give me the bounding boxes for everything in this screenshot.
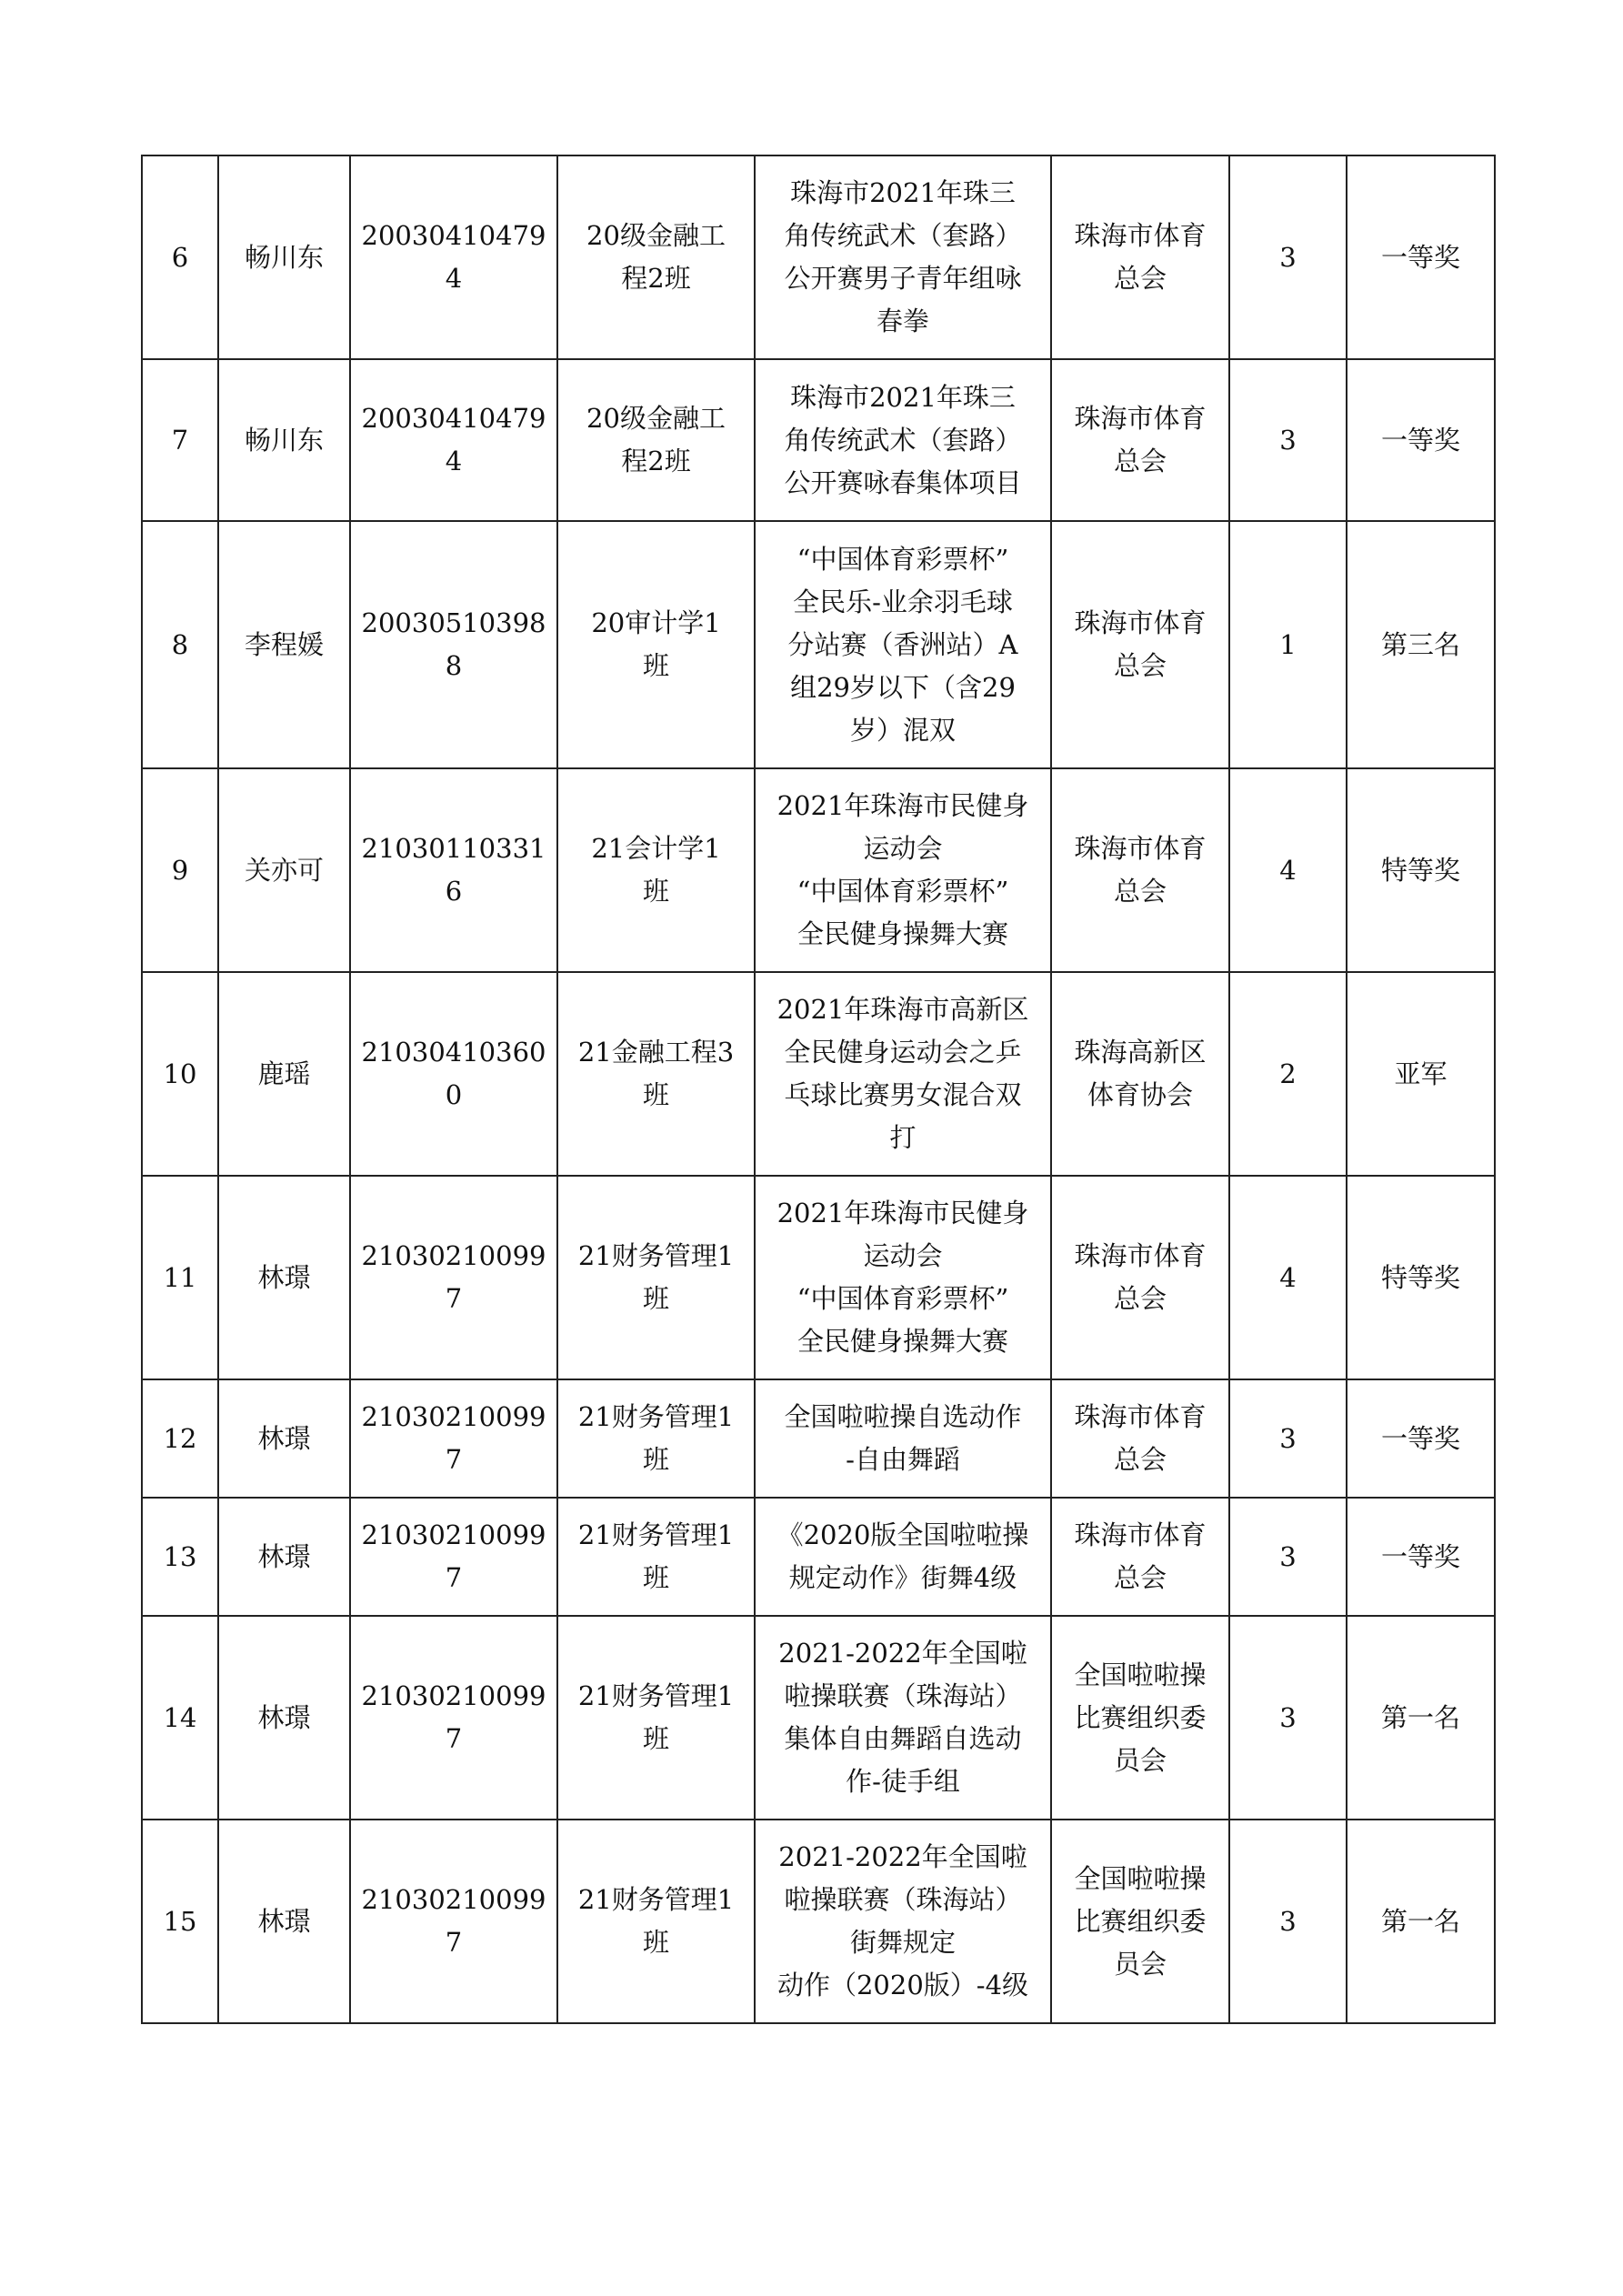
table-row (142, 1176, 1495, 1379)
participant-count: 3 (1229, 1820, 1347, 2023)
competition-name: 珠海市2021年珠三 角传统武术（套路） 公开赛男子青年组咏 春拳 (755, 155, 1051, 359)
student-id: 210302100997 (350, 1176, 557, 1379)
student-id: 210302100997 (350, 1379, 557, 1498)
class-name: 21财务管理1 班 (557, 1498, 755, 1616)
student-id: 210302100997 (350, 1616, 557, 1820)
award-level: 一等奖 (1347, 155, 1495, 359)
competition-name: 全国啦啦操自选动作 -自由舞蹈 (755, 1379, 1051, 1498)
award-level: 第一名 (1347, 1820, 1495, 2023)
student-name: 林璟 (218, 1379, 350, 1498)
table-row (142, 155, 1495, 359)
participant-count: 3 (1229, 155, 1347, 359)
organizer: 全国啦啦操 比赛组织委 员会 (1051, 1616, 1229, 1820)
competition-name: 2021年珠海市民健身 运动会 “中国体育彩票杯” 全民健身操舞大赛 (755, 1176, 1051, 1379)
competition-name: 2021-2022年全国啦 啦操联赛（珠海站） 集体自由舞蹈自选动 作-徒手组 (755, 1616, 1051, 1820)
organizer: 珠海市体育 总会 (1051, 1498, 1229, 1616)
row-number: 9 (142, 768, 218, 972)
class-name: 21金融工程3 班 (557, 972, 755, 1176)
row-number: 14 (142, 1616, 218, 1820)
award-level: 一等奖 (1347, 1379, 1495, 1498)
row-number: 7 (142, 359, 218, 521)
organizer: 珠海市体育 总会 (1051, 359, 1229, 521)
organizer: 珠海市体育 总会 (1051, 155, 1229, 359)
table-row (142, 521, 1495, 768)
class-name: 21财务管理1 班 (557, 1176, 755, 1379)
table-row (142, 1820, 1495, 2023)
awards-table (141, 155, 1496, 2024)
student-name: 林璟 (218, 1616, 350, 1820)
table-row (142, 1616, 1495, 1820)
row-number: 6 (142, 155, 218, 359)
student-id: 210304103600 (350, 972, 557, 1176)
competition-name: 《2020版全国啦啦操 规定动作》街舞4级 (755, 1498, 1051, 1616)
organizer: 珠海高新区 体育协会 (1051, 972, 1229, 1176)
award-level: 特等奖 (1347, 768, 1495, 972)
competition-name: 2021年珠海市高新区 全民健身运动会之乒 乓球比赛男女混合双 打 (755, 972, 1051, 1176)
class-name: 20级金融工 程2班 (557, 155, 755, 359)
student-name: 鹿瑶 (218, 972, 350, 1176)
award-level: 一等奖 (1347, 359, 1495, 521)
organizer: 全国啦啦操 比赛组织委 员会 (1051, 1820, 1229, 2023)
student-id: 200304104794 (350, 155, 557, 359)
participant-count: 3 (1229, 1498, 1347, 1616)
row-number: 11 (142, 1176, 218, 1379)
class-name: 20审计学1 班 (557, 521, 755, 768)
row-number: 13 (142, 1498, 218, 1616)
participant-count: 3 (1229, 359, 1347, 521)
student-id: 200305103988 (350, 521, 557, 768)
competition-name: 2021年珠海市民健身 运动会 “中国体育彩票杯” 全民健身操舞大赛 (755, 768, 1051, 972)
student-id: 210302100997 (350, 1820, 557, 2023)
student-id: 210302100997 (350, 1498, 557, 1616)
student-id: 210301103316 (350, 768, 557, 972)
competition-name: “中国体育彩票杯” 全民乐-业余羽毛球 分站赛（香洲站）A 组29岁以下（含29 岁）混双 (755, 521, 1051, 768)
class-name: 20级金融工 程2班 (557, 359, 755, 521)
row-number: 10 (142, 972, 218, 1176)
organizer: 珠海市体育 总会 (1051, 1176, 1229, 1379)
row-number: 8 (142, 521, 218, 768)
student-id: 200304104794 (350, 359, 557, 521)
participant-count: 3 (1229, 1379, 1347, 1498)
award-level: 亚军 (1347, 972, 1495, 1176)
organizer: 珠海市体育 总会 (1051, 521, 1229, 768)
award-level: 第一名 (1347, 1616, 1495, 1820)
competition-name: 2021-2022年全国啦 啦操联赛（珠海站） 街舞规定 动作（2020版）-4级 (755, 1820, 1051, 2023)
class-name: 21财务管理1 班 (557, 1379, 755, 1498)
organizer: 珠海市体育 总会 (1051, 768, 1229, 972)
table-row (142, 768, 1495, 972)
table-row (142, 359, 1495, 521)
student-name: 李程媛 (218, 521, 350, 768)
participant-count: 1 (1229, 521, 1347, 768)
class-name: 21会计学1 班 (557, 768, 755, 972)
class-name: 21财务管理1 班 (557, 1616, 755, 1820)
competition-name: 珠海市2021年珠三 角传统武术（套路） 公开赛咏春集体项目 (755, 359, 1051, 521)
participant-count: 3 (1229, 1616, 1347, 1820)
organizer: 珠海市体育 总会 (1051, 1379, 1229, 1498)
table-row (142, 1379, 1495, 1498)
student-name: 林璟 (218, 1498, 350, 1616)
row-number: 15 (142, 1820, 218, 2023)
class-name: 21财务管理1 班 (557, 1820, 755, 2023)
award-level: 一等奖 (1347, 1498, 1495, 1616)
participant-count: 4 (1229, 1176, 1347, 1379)
student-name: 关亦可 (218, 768, 350, 972)
participant-count: 4 (1229, 768, 1347, 972)
row-number: 12 (142, 1379, 218, 1498)
student-name: 林璟 (218, 1820, 350, 2023)
table-row (142, 1498, 1495, 1616)
student-name: 畅川东 (218, 155, 350, 359)
student-name: 林璟 (218, 1176, 350, 1379)
student-name: 畅川东 (218, 359, 350, 521)
participant-count: 2 (1229, 972, 1347, 1176)
table-row (142, 972, 1495, 1176)
award-level: 第三名 (1347, 521, 1495, 768)
award-level: 特等奖 (1347, 1176, 1495, 1379)
